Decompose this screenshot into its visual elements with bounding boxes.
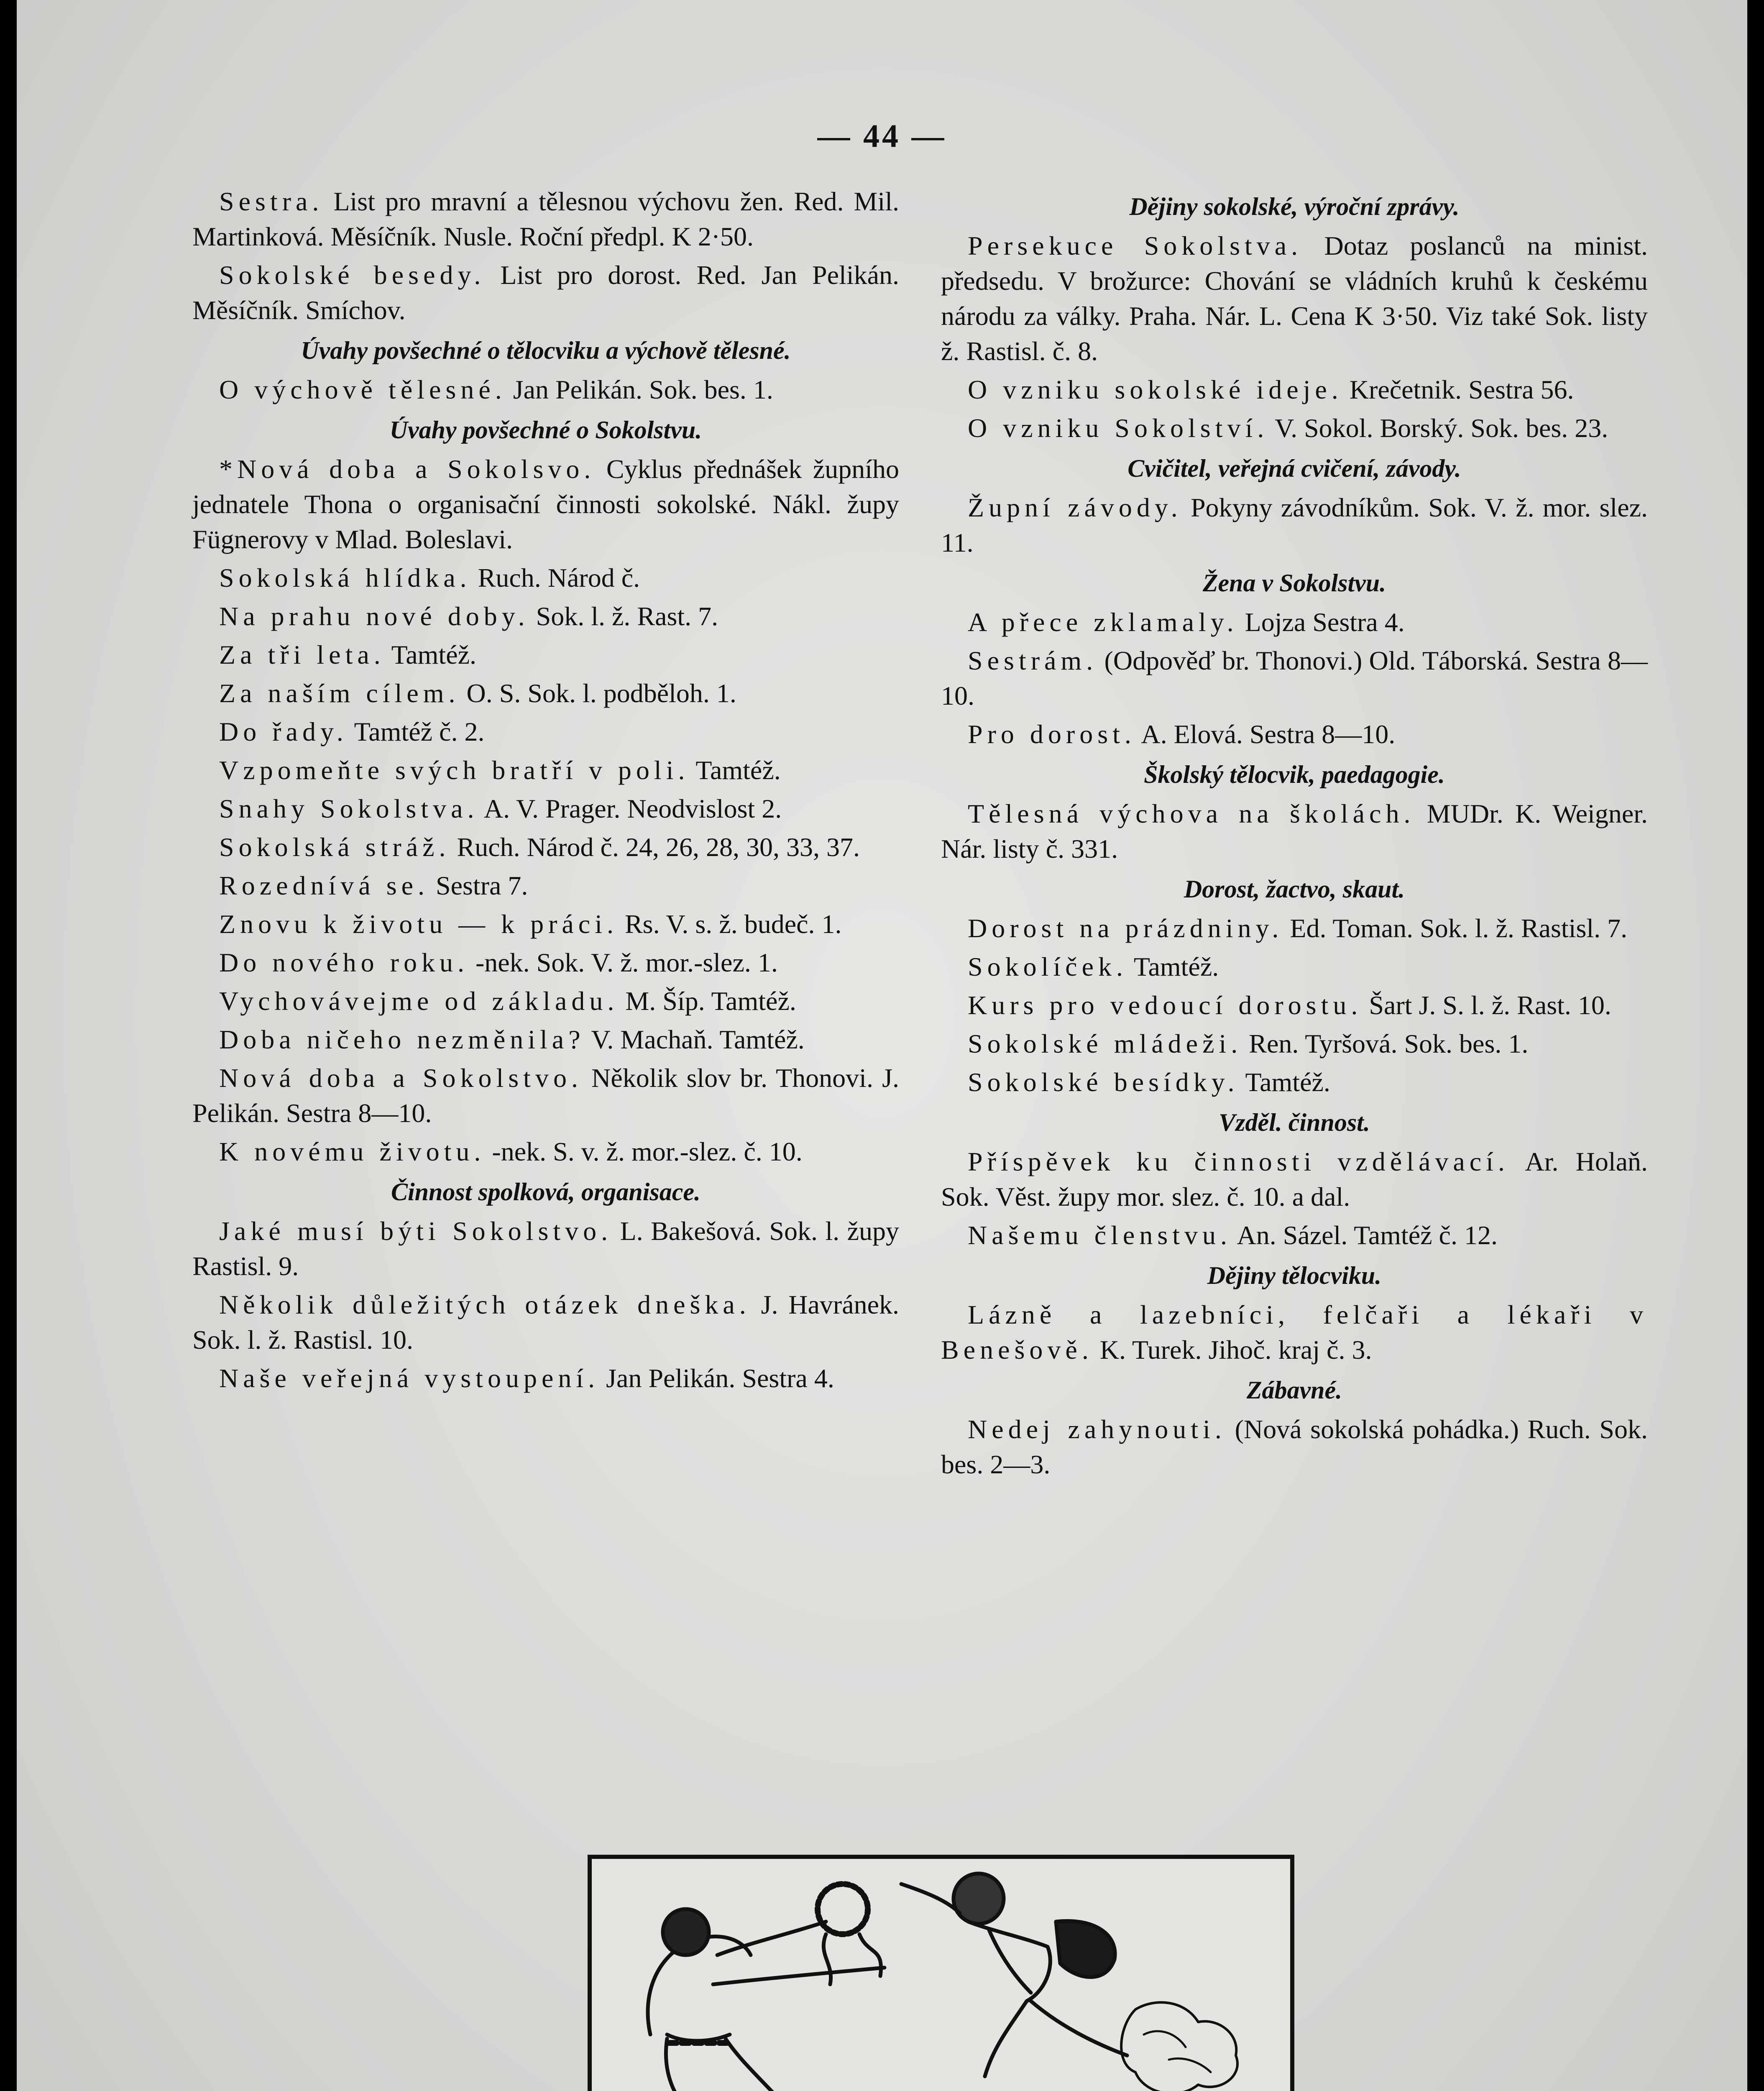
left-bibliography-entry [192,907,899,942]
entry-title: Za naším cílem. [219,678,460,708]
left-section-heading: Úvahy povšechné o tělocviku a výchově tělesné. [301,337,791,364]
left-bibliography-entry [192,1361,899,1396]
entry-title: Župní závody. [968,493,1182,522]
document-page [17,0,1747,2091]
entry-title: Dorost na prázdniny. [968,913,1283,943]
right-bibliography-entry [941,796,1648,867]
entry-title: Nedej zahynouti. [968,1414,1226,1444]
entry-details: Dotaz poslanců na minist. předsedu. V brožurce: Chování se vládních kruhů k českému národu za války. Praha. Nár. L. Cena K 3·50. Viz také Sok. listy ž. Rastisl. č. 8. [941,231,1648,366]
left-bibliography-entry [192,637,899,672]
entry-details: A. V. Prager. Neodvislost 2. [483,794,782,823]
entry-title: Snahy Sokolstva. [219,794,479,823]
entry-title: Persekuce Sokolstva. [968,231,1303,261]
left-bibliography-entry [192,1061,899,1131]
right-bibliography-entry [941,605,1648,640]
right-section-heading: Zábavné. [1246,1376,1342,1404]
entry-title: Sokolské mládeži. [968,1029,1242,1058]
entry-title: Příspěvek ku činnosti vzdělávací. [968,1147,1509,1176]
entry-details: List pro dorost. Red. Jan Pelikán. Měsíčník. Smíchov. [192,260,900,325]
left-bibliography-entry [192,452,899,557]
right-bibliography-entry [941,411,1648,446]
entry-details: Jan Pelikán. Sok. bes. 1. [513,375,773,404]
entry-title: Několik důležitých otázek dneška. [219,1290,751,1319]
right-bibliography-entry [941,1026,1648,1061]
entry-title: *Nová doba a Sokolsvo. [219,454,596,484]
left-bibliography-entry [192,184,899,254]
entry-title: Sestrám. [968,646,1098,675]
entry-details: V. Machaň. Tamtéž. [591,1025,805,1054]
right-section-heading: Cvičitel, veřejná cvičení, závody. [1127,455,1461,482]
entry-details: M. Šíp. Tamtéž. [625,986,796,1016]
entry-details: Jan Pelikán. Sestra 4. [606,1363,834,1393]
left-bibliography-entry [192,830,899,865]
left-section-heading: Úvahy povšechné o Sokolstvu. [389,416,702,444]
entry-details: Šart J. S. l. ž. Rast. 10. [1369,990,1611,1020]
right-bibliography-entry [941,1218,1648,1253]
entry-title: Jaké musí býti Sokolstvo. [219,1216,613,1246]
entry-details: Cyklus přednášek župního jednatele Thona o organisační činnosti sokolské. Nákl. župy Fügnerovy v Mlad. Boleslavi. [192,454,899,554]
right-section-heading: Dějiny tělocviku. [1207,1262,1382,1289]
entry-details: Ruch. Národ č. [478,563,640,593]
right-bibliography-entry [941,1297,1648,1368]
entry-details: Krečetnik. Sestra 56. [1349,375,1574,404]
entry-details: Tamtéž. [695,755,781,785]
entry-details: Tamtéž. [1133,952,1219,982]
entry-title: Kurs pro vedoucí dorostu. [968,990,1363,1020]
entry-details: Několik slov br. Thonovi. J. Pelikán. Sestra 8—10. [192,1063,900,1128]
entry-details: Ed. Toman. Sok. l. ž. Rastisl. 7. [1290,913,1628,943]
entry-title: O výchově tělesné. [219,375,506,404]
right-bibliography-entry [941,228,1648,369]
right-bibliography-entry [941,490,1648,560]
entry-title: Vychovávejme od základu. [219,986,619,1016]
entry-details: MUDr. K. Weigner. Nár. listy č. 331. [941,799,1648,864]
right-column [941,184,1648,1485]
entry-details: Rs. V. s. ž. budeč. 1. [624,909,842,939]
entry-title: K novému životu. [219,1137,486,1166]
left-bibliography-entry [192,372,899,407]
left-bibliography-entry [192,560,899,596]
left-bibliography-entry [192,676,899,711]
right-bibliography-entry [941,1412,1648,1482]
entry-details: A. Elová. Sestra 8—10. [1141,719,1396,749]
entry-details: Sok. l. ž. Rast. 7. [536,601,718,631]
left-bibliography-entry [192,1134,899,1169]
entry-details: Ruch. Národ č. 24, 26, 28, 30, 33, 37. [457,832,860,862]
left-bibliography-entry [192,753,899,788]
right-section-heading: Žena v Sokolstvu. [1202,569,1386,597]
left-bibliography-entry [192,868,899,903]
entry-details: O. S. Sok. l. podběloh. 1. [466,678,736,708]
entry-title: Vzpomeňte svých bratří v poli. [219,755,690,785]
entry-title: O vzniku sokolské ideje. [968,375,1343,404]
left-bibliography-entry [192,714,899,749]
right-bibliography-entry [941,372,1648,407]
right-bibliography-entry [941,911,1648,946]
entry-title: Tělesná výchova na školách. [968,799,1415,828]
entry-title: Na prahu nové doby. [219,601,529,631]
entry-details: Tamtéž č. 2. [354,717,485,746]
entry-title: Do nového roku. [219,948,469,977]
entry-title: Sokolíček. [968,952,1127,982]
entry-details: Sestra 7. [436,871,528,900]
right-bibliography-entry [941,988,1648,1023]
entry-title: Sokolská stráž. [219,832,450,862]
entry-details: Tamtéž. [391,640,476,670]
illustration-vignette [588,1855,1294,2091]
entry-title: Našemu členstvu. [968,1220,1232,1250]
entry-title: Do řady. [219,717,348,746]
right-section-heading: Vzděl. činnost. [1219,1109,1370,1136]
entry-title: Sokolské besídky. [968,1067,1239,1097]
entry-details: -nek. Sok. V. ž. mor.-slez. 1. [475,948,778,977]
right-bibliography-entry [941,643,1648,713]
entry-title: Sestra. [219,187,324,216]
left-bibliography-entry [192,599,899,634]
left-bibliography-entry [192,1022,899,1057]
entry-title: Sokolské besedy. [219,260,486,290]
left-bibliography-entry [192,1287,899,1357]
entry-details: Lojza Sestra 4. [1245,607,1405,637]
left-bibliography-entry [192,258,899,328]
entry-details: -nek. S. v. ž. mor.-slez. č. 10. [492,1137,803,1166]
left-section-heading: Činnost spolková, organisace. [391,1178,701,1206]
entry-details: Pokyny závodníkům. Sok. V. ž. mor. slez. 11. [941,493,1648,557]
left-bibliography-entry [192,984,899,1019]
figures-passing-wreath-illustration [592,1859,1290,2091]
right-section-heading: Dějiny sokolské, výroční zprávy. [1129,193,1460,220]
left-bibliography-entry [192,1214,899,1284]
entry-details: (Odpověď br. Thonovi.) Old. Táborská. Sestra 8—10. [941,646,1648,711]
entry-details: Ar. Holaň. Sok. Věst. župy mor. slez. č. 10. a dal. [941,1147,1648,1212]
entry-details: K. Turek. Jihoč. kraj č. 3. [1099,1335,1372,1365]
left-bibliography-entry [192,791,899,826]
entry-details: Tamtéž. [1245,1067,1330,1097]
left-bibliography-entry [192,945,899,980]
entry-details: J. Havránek. Sok. l. ž. Rastisl. 10. [192,1290,900,1355]
entry-details: An. Sázel. Tamtéž č. 12. [1237,1220,1498,1250]
entry-title: A přece zklamaly. [968,607,1238,637]
page-number: — 44 — [817,118,947,154]
right-bibliography-entry [941,1144,1648,1214]
right-bibliography-entry [941,949,1648,984]
right-bibliography-entry [941,1065,1648,1100]
entry-details: List pro mravní a tělesnou výchovu žen. Red. Mil. Martinková. Měsíčník. Nusle. Roční předpl. K 2·50. [192,187,900,251]
right-bibliography-entry [941,717,1648,752]
entry-title: Rozednívá se. [219,871,429,900]
entry-title: Sokolská hlídka. [219,563,471,593]
left-column [192,184,899,1399]
entry-title: Za tři leta. [219,640,385,670]
entry-title: Naše veřejná vystoupení. [219,1363,600,1393]
entry-details: (Nová sokolská pohádka.) Ruch. Sok. bes. 2—3. [941,1414,1648,1479]
entry-title: Nová doba a Sokolstvo. [219,1063,583,1093]
entry-details: Ren. Tyršová. Sok. bes. 1. [1249,1029,1529,1058]
entry-title: Pro dorost. [968,719,1136,749]
entry-title: O vzniku Sokolství. [968,413,1269,443]
entry-title: Znovu k životu — k práci. [219,909,618,939]
right-section-heading: Školský tělocvik, paedagogie. [1144,761,1445,788]
entry-title: Lázně a lazebníci, felčaři a lékaři v Benešově. [941,1300,1648,1365]
entry-title: Doba ničeho nezměnila? [219,1025,585,1054]
right-section-heading: Dorost, žactvo, skaut. [1184,875,1405,903]
entry-details: V. Sokol. Borský. Sok. bes. 23. [1275,413,1608,443]
entry-details: L. Bakešová. Sok. l. župy Rastisl. 9. [192,1216,899,1281]
